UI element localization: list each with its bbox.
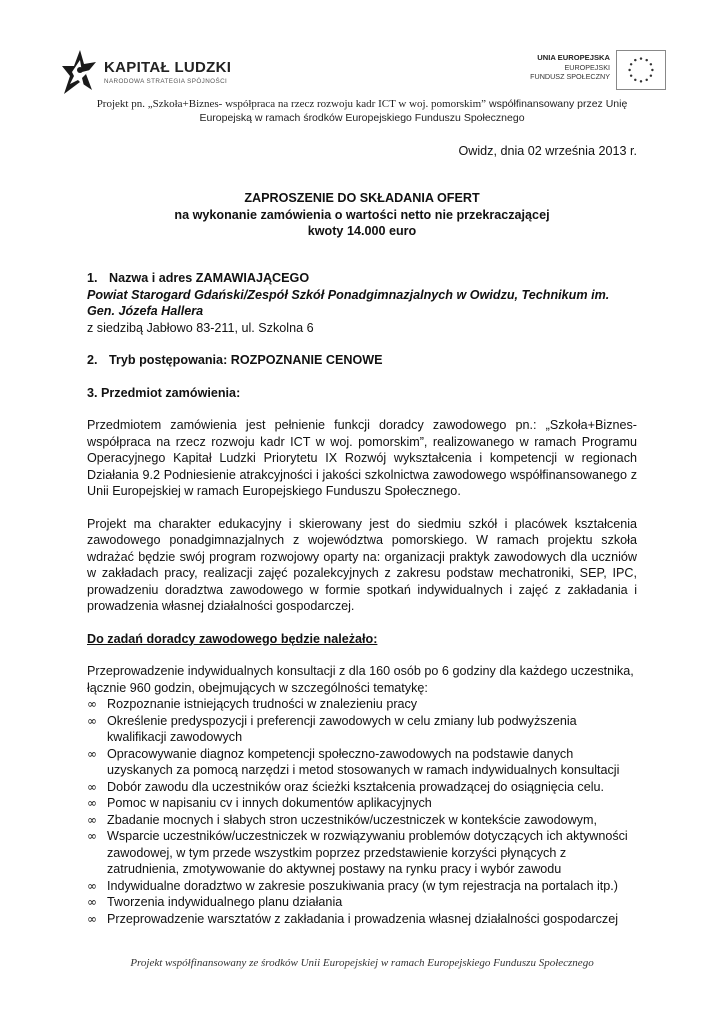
paragraph-project-description: Projekt ma charakter edukacyjny i skierowany jest do siedmiu szkół i placówek kształcenia zawodowego ponadgimnazjalnych z województwa pomorskiego. W ramach projektu szkoła wdrażać będzie swój program rozwojowy oparty na: organizacji praktyk zawodowych dla uczniów w zakładach pracy, realizacji zajęć pozalekcyjnych z zakresu podstaw mechatroniki, SEP, IPC, prowadzeniu doradztwa zawodowego w formie spotkań indywidualnych i zajęć z zakładania i prowadzenia własnej działalności gospodarczej. [87,516,637,613]
duty-text: Indywidualne doradztwo w zakresie poszukiwania pracy (w tym rejestracja na portalach itp.) [107,878,618,893]
infinity-bullet-icon: ∞ [87,911,97,926]
section-contracting-authority [87,270,637,927]
kapital-ludzki-title: KAPITAŁ LUDZKI [104,59,232,76]
contracting-entity-name: Powiat Starogard Gdański/Zespół Szkół Ponadgimnazjalnych w Owidzu, Technikum im. Gen. Józefa Hallera [87,287,610,318]
duty-list-item [87,795,637,812]
document-date: Owidz, dnia 02 września 2013 r. [458,144,637,158]
section3-heading: 3. Przedmiot zamówienia: [87,385,241,400]
duty-text: Określenie predyspozycji i preferencji zawodowych w celu zmiany lub podwyższenia kwalifikacji zawodowych [107,713,577,744]
duties-intro: Przeprowadzenie indywidualnych konsultacji z dla 160 osób po 6 godziny dla każdego uczestnika, łącznie 960 godzin, obejmujących w szczególności tematykę: [87,664,634,695]
duties-heading: Do zadań doradcy zawodowego będzie należało: [87,631,378,646]
duties-list [87,696,637,927]
document-title [87,190,637,240]
infinity-bullet-icon: ∞ [87,878,97,893]
section1-heading-text: Nazwa i adres ZAMAWIAJĄCEGO [109,271,310,285]
duty-list-item [87,911,637,928]
infinity-bullet-icon: ∞ [87,779,97,794]
section1-number: 1. [87,271,98,285]
infinity-bullet-icon: ∞ [87,895,97,909]
kapital-ludzki-logo [60,46,230,100]
infinity-bullet-icon: ∞ [87,697,97,711]
project-funding-source: Europejską w ramach środków Europejskiego Funduszu Społecznego [199,112,525,124]
project-name: Projekt pn. „Szkoła+Biznes- współpraca na rzecz rozwoju kadr ICT w woj. pomorskim” [96,98,487,110]
duty-text: Wsparcie uczestników/uczestniczek w rozwiązywaniu problemów dotyczących ich aktywności zawodowej, w tym przede wszystkim poprzez przedstawienie korzyści płynących z zatrudnienia, zmotywowanie do aktywnej postawy na rynku pracy i wybór zawodu [107,829,628,876]
duty-list-item [87,696,637,713]
duty-text: Opracowywanie diagnoz kompetencji społeczno-zawodowych na podstawie danych uzyskanych za pomocą narzędzi i metod stosowanych w ramach indywidualnych konsultacji [107,746,620,777]
duty-text: Rozpoznanie istniejących trudności w znalezieniu pracy [107,697,418,711]
title-line1: ZAPROSZENIE DO SKŁADANIA OFERT [244,191,480,205]
title-line3: kwoty 14.000 euro [307,224,417,238]
title-line2: na wykonanie zamówienia o wartości netto nie przekraczającej [174,207,550,222]
duty-list-item [87,878,637,895]
eu-logo-line2: EUROPEJSKI [564,62,610,72]
document-footer: Projekt współfinansowany ze środków Unii Europejskiej w ramach Europejskiego Funduszu Społecznego [130,957,594,969]
kapital-ludzki-subtitle: NARODOWA STRATEGIA SPÓJNOŚCI [104,78,228,85]
infinity-bullet-icon: ∞ [87,746,97,761]
project-cofinanced: współfinansowany przez Unię [488,98,628,110]
paragraph-subject: Przedmiotem zamówienia jest pełnienie funkcji doradcy zawodowego pn.: „Szkoła+Biznes- współpraca na rzecz rozwoju kadr ICT w woj. pomorskim”, realizowanego w ramach Programu Operacyjnego Kapitał Ludzki Priorytetu IX Rozwój wykształcenia i kompetencji w regionach Działania 9.2 Podniesienie atrakcyjności i jakości szkolnictwa zawodowego współfinansowanego z Unii Europejskiej w ramach Europejskiego Funduszu Społecznego. [87,418,637,498]
eu-logo-line1: UNIA EUROPEJSKA [537,53,610,62]
duty-text: Przeprowadzenie warsztatów z zakładania i prowadzenia własnej działalności gospodarczej [107,911,619,926]
kapital-ludzki-emblem-icon [60,46,100,96]
section1-heading [87,270,637,287]
duty-list-item [87,746,637,779]
section2-number: 2. [87,353,98,367]
contracting-entity-address: z siedzibą Jabłowo 83-211, ul. Szkolna 6 [87,320,314,335]
infinity-bullet-icon: ∞ [87,812,97,827]
section2-heading-text: Tryb postępowania: ROZPOZNANIE CENOWE [109,353,383,367]
duty-list-item [87,894,637,911]
duty-text: Dobór zawodu dla uczestników oraz ścieżki kształcenia prowadzącej do osiągnięcia celu. [107,779,605,794]
duty-list-item [87,779,637,796]
duty-text: Tworzenia indywidualnego planu działania [107,895,343,909]
eu-logo [516,50,666,94]
project-header-text [80,97,644,125]
duty-list-item [87,812,637,829]
duty-list-item [87,713,637,746]
section2-heading [87,352,637,369]
eu-logo-text [530,53,610,82]
duty-text: Pomoc w napisaniu cv i innych dokumentów aplikacyjnych [107,796,432,810]
duty-list-item [87,828,637,878]
infinity-bullet-icon: ∞ [87,829,97,843]
eu-flag-icon [616,50,666,90]
infinity-bullet-icon: ∞ [87,713,97,728]
eu-logo-line3: FUNDUSZ SPOŁECZNY [530,72,610,81]
duty-text: Zbadanie mocnych i słabych stron uczestników/uczestniczek w kontekście zawodowym, [107,812,597,827]
infinity-bullet-icon: ∞ [87,796,97,810]
